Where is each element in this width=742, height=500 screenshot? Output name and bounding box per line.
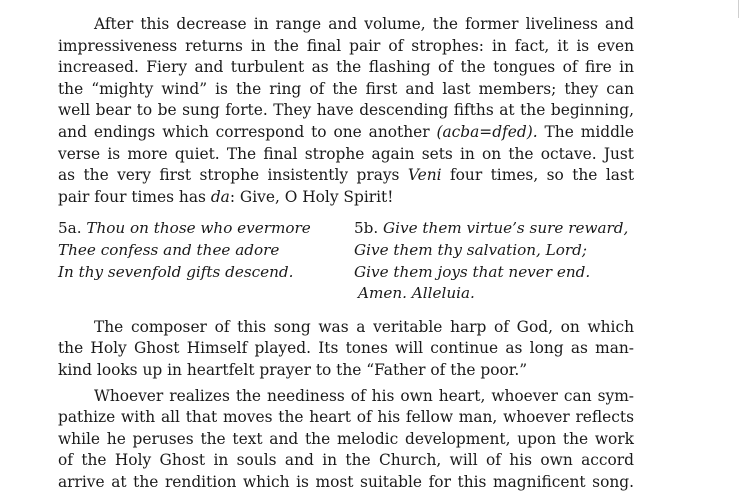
verse-line: In thy sevenfold gifts descend.: [58, 262, 294, 281]
verse-5b: [354, 218, 634, 304]
text-run: four times, so the last: [441, 166, 635, 185]
paragraph-final-strophes: [58, 14, 634, 208]
text-line: of the Holy Ghost in souls and in the Church, will of his own accord: [58, 451, 634, 470]
verse-line: [354, 218, 634, 240]
text-line: while he peruses the text and the melodic development, upon the work: [58, 429, 634, 448]
text-run: : Give, O Holy Spirit!: [229, 187, 394, 206]
text-line: The composer of this song was a veritable harp of God, on which: [94, 317, 634, 336]
text-line: impressiveness returns in the final pair of strophes: in fact, it is even: [58, 36, 634, 55]
page-edge-rule: [738, 0, 739, 18]
latin-word-veni: Veni: [407, 166, 442, 185]
verse-text: Thou on those who evermore: [86, 219, 311, 238]
verse-line: [58, 218, 354, 240]
verse-line: Give them joys that never end.: [354, 262, 591, 281]
text-line: [58, 187, 634, 209]
text-line: Whoever realizes the neediness of his own heart, whoever can sym-: [94, 386, 634, 405]
text-line: [58, 122, 634, 144]
text-line: After this decrease in range and volume, the former liveliness and: [94, 15, 634, 33]
verse-line: Thee confess and thee adore: [58, 240, 280, 259]
paragraph-rendition: [58, 386, 634, 494]
book-page: [58, 14, 634, 493]
text-line: the Holy Ghost Himself played. Its tones will continue as long as man-: [58, 339, 634, 358]
verse-5a: [58, 218, 354, 304]
text-line: verse is more quiet. The final strophe again sets in on the octave. Just: [58, 144, 634, 163]
text-run: and endings which correspond to one another: [58, 122, 437, 141]
melodic-formula: (acba=dfed).: [436, 122, 538, 141]
latin-word-da: da: [210, 187, 230, 206]
text-line: pathize with all that moves the heart of his fellow man, whoever reflects: [58, 408, 634, 427]
verse-text: Give them virtue’s sure reward,: [383, 219, 629, 238]
text-line: arrive at the rendition which is most suitable for this magnificent song.: [58, 472, 634, 491]
paragraph-composer: [58, 317, 634, 382]
text-run: The middle: [537, 122, 634, 141]
verse-block: [58, 218, 634, 304]
text-line: well bear to be sung forte. They have descending fifths at the beginning,: [58, 101, 634, 120]
verse-line: Give them thy salvation, Lord;: [354, 240, 587, 259]
text-line: increased. Fiery and turbulent as the flashing of the tongues of fire in: [58, 58, 634, 77]
text-line: the “mighty wind” is the ring of the first and last members; they can: [58, 79, 634, 98]
verse-line-amen: Amen. Alleluia.: [358, 284, 475, 303]
text-line: kind looks up in heartfelt prayer to the “Father of the poor.”: [58, 360, 528, 379]
verse-label: 5b.: [354, 219, 379, 238]
text-line: [58, 165, 634, 187]
verse-label: 5a.: [58, 219, 82, 238]
text-run: as the very first strophe insistently prays: [58, 166, 408, 185]
text-run: pair four times has: [58, 187, 211, 206]
